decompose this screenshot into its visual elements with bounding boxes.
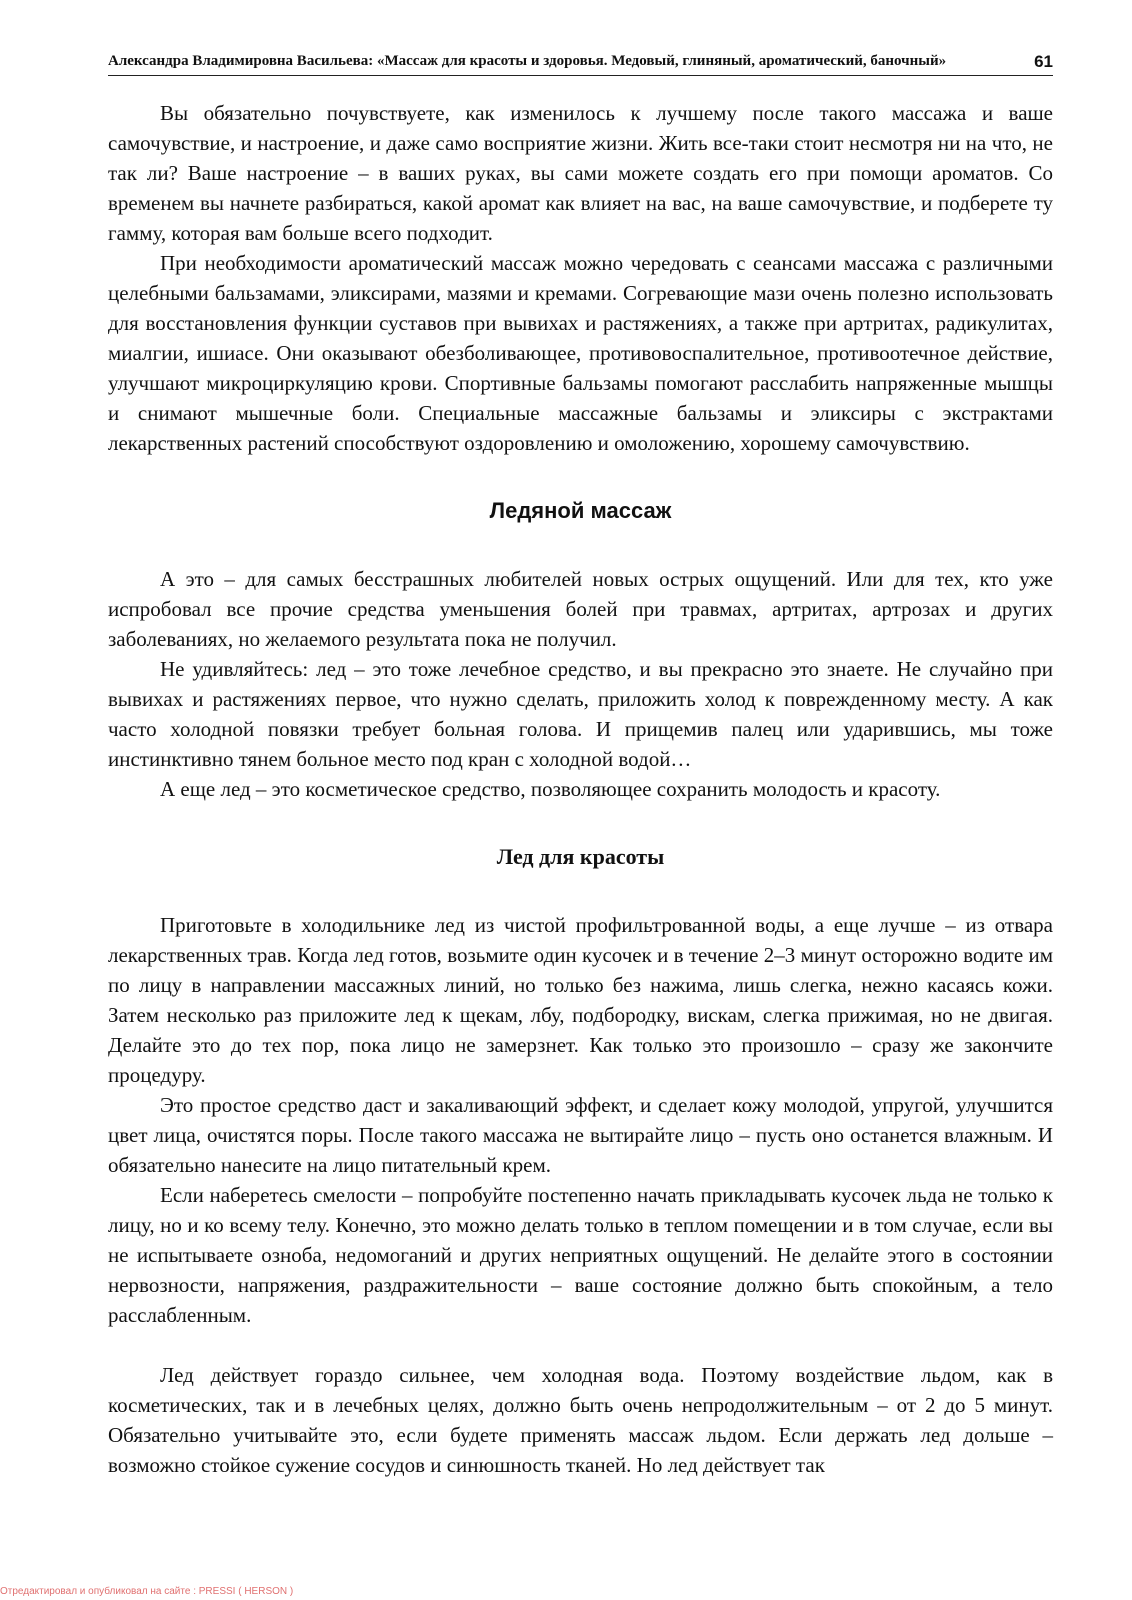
paragraph: А это – для самых бесстрашных любителей новых острых ощущений. Или для тех, кто уже испробовал все прочие средства уменьшения болей при травмах, артритах, артрозах и других заболеваниях, но желаемого результата пока не получил.	[108, 567, 1053, 651]
header-title: Александра Владимировна Васильева: «Массаж для красоты и здоровья. Медовый, глиняный, ароматический, баночный»	[108, 53, 947, 69]
paragraph: А еще лед – это косметическое средство, позволяющее сохранить молодость и красоту.	[160, 777, 941, 801]
paragraph: Вы обязательно почувствуете, как изменилось к лучшему после такого массажа и ваше самочувствие, и настроение, и даже само восприятие жизни. Жить все-таки стоит несмотря ни на что, не так ли? Ваше настроение – в ваших руках, вы сами можете создать его при помощи ароматов. Со временем вы начнете разбираться, какой аромат как влияет на вас, на ваше самочувствие, и подберете ту гамму, которая вам больше всего подходит.	[108, 101, 1053, 245]
running-header	[108, 52, 1053, 76]
paragraph: Если наберетесь смелости – попробуйте постепенно начать прикладывать кусочек льда не только к лицу, но и ко всему телу. Конечно, это можно делать только в теплом помещении и в том случае, если вы не испытываете озноба, недомоганий и других неприятных ощущений. Не делайте этого в состоянии нервозности, напряжения, раздражительности – ваше состояние должно быть спокойным, а тело расслабленным.	[108, 1183, 1053, 1327]
paragraph: Не удивляйтесь: лед – это тоже лечебное средство, и вы прекрасно это знаете. Не случайно при вывихах и растяжениях первое, что нужно сделать, приложить холод к поврежденному месту. А как часто холодной повязки требует больная голова. И прищемив палец или ударившись, мы тоже инстинктивно тянем больное место под кран с холодной водой…	[108, 657, 1053, 771]
section-heading-ice-for-beauty: Лед для красоты	[496, 844, 665, 869]
paragraph-gap	[108, 1330, 1053, 1360]
paragraph: Лед действует гораздо сильнее, чем холодная вода. Поэтому воздействие льдом, как в косметических, так и в лечебных целях, должно быть очень непродолжительным – от 2 до 5 минут. Обязательно учитывайте это, если будете применять массаж льдом. Если держать лед дольше – возможно стойкое сужение сосудов и синюшность тканей. Но лед действует так	[108, 1363, 1053, 1477]
document-body	[108, 98, 1053, 1480]
section-heading-ice-massage: Ледяной массаж	[489, 498, 672, 523]
publisher-watermark: Отредактировал и опубликовал на сайте : PRESSI ( HERSON )	[0, 1586, 294, 1597]
paragraph: Это простое средство даст и закаливающий эффект, и сделает кожу молодой, упругой, улучшится цвет лица, очистятся поры. После такого массажа не вытирайте лицо – пусть оно останется влажным. И обязательно нанесите на лицо питательный крем.	[108, 1093, 1053, 1177]
page-number: 61	[1034, 52, 1053, 71]
paragraph: Приготовьте в холодильнике лед из чистой профильтрованной воды, а еще лучше – из отвара лекарственных трав. Когда лед готов, возьмите один кусочек и в течение 2–3 минут осторожно водите им по лицу в направлении массажных линий, но только без нажима, лишь слегка, нежно касаясь кожи. Затем несколько раз приложите лед к щекам, лбу, подбородку, вискам, слегка прижимая, но не двигая. Делайте это до тех пор, пока лицо не замерзнет. Как только это произошло – сразу же закончите процедуру.	[108, 913, 1053, 1087]
paragraph: При необходимости ароматический массаж можно чередовать с сеансами массажа с различными целебными бальзамами, эликсирами, мазями и кремами. Согревающие мази очень полезно использовать для восстановления функции суставов при вывихах и растяжениях, а также при артритах, радикулитах, миалгии, ишиасе. Они оказывают обезболивающее, противовоспалительное, противоотечное действие, улучшают микроциркуляцию крови. Спортивные бальзамы помогают расслабить напряженные мышцы и снимают мышечные боли. Специальные массажные бальзамы и эликсиры с экстрактами лекарственных растений способствуют оздоровлению и омоложению, хорошему самочувствию.	[108, 251, 1053, 455]
